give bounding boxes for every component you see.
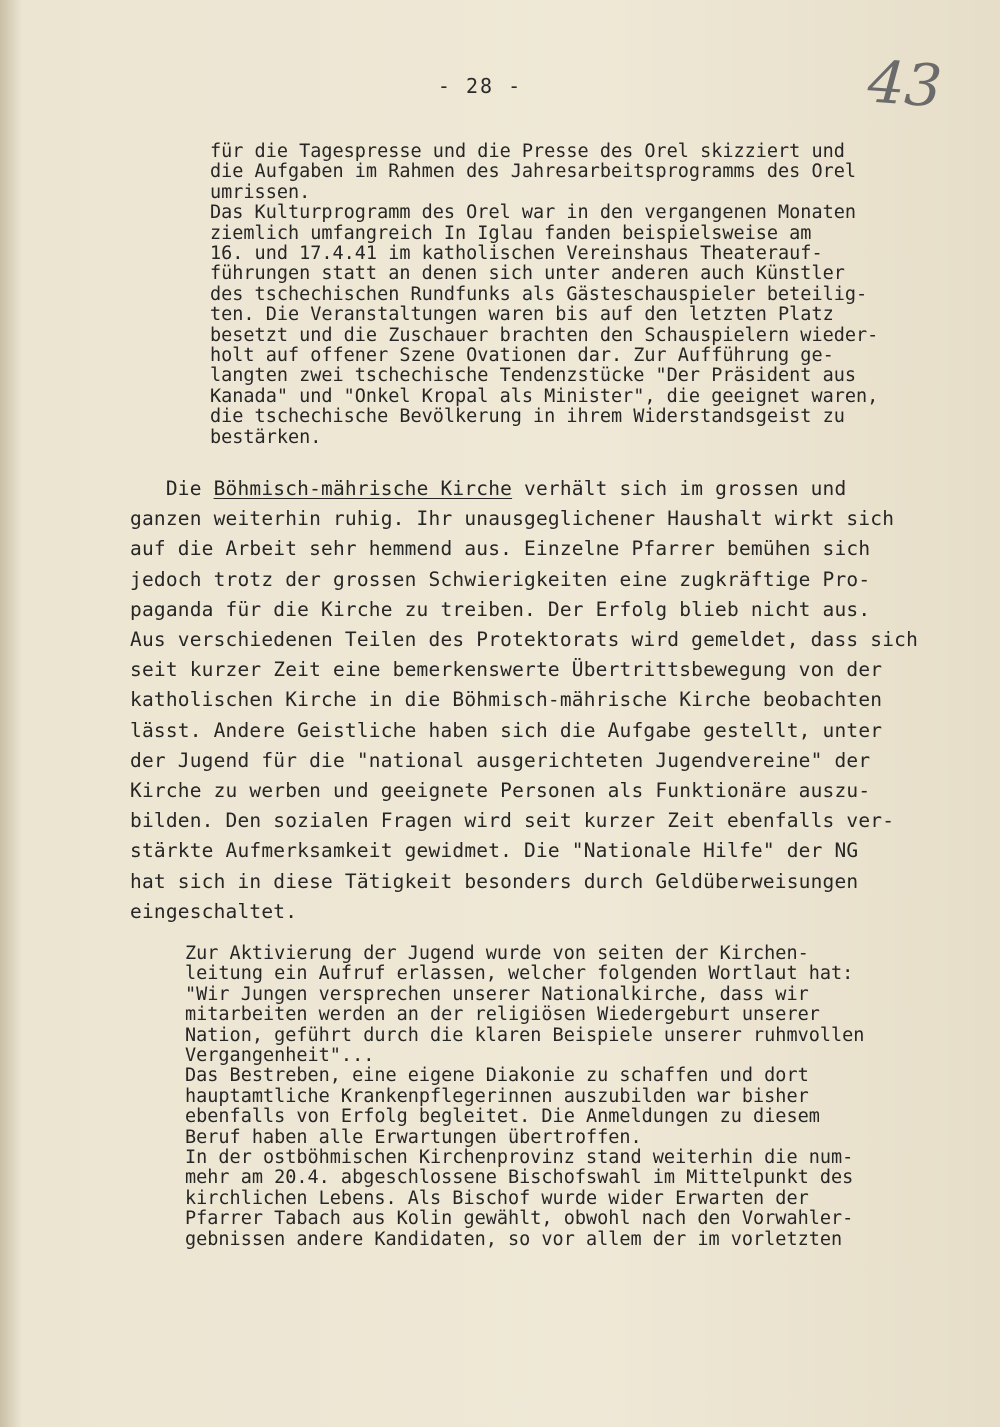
text-line: holt auf offener Szene Ovationen dar. Zur Aufführung ge-	[210, 345, 834, 367]
text-line: katholischen Kirche in die Böhmisch-mährische Kirche beobachten	[130, 688, 883, 712]
text-line: Kirche zu werben und geeignete Personen als Funktionäre auszu-	[130, 779, 871, 803]
text-line: eingeschaltet.	[130, 899, 298, 923]
text-line: Vergangenheit"...	[185, 1045, 375, 1067]
text-line: gebnissen andere Kandidaten, so vor allem der im vorletzten	[185, 1228, 843, 1250]
text-line: die Aufgaben im Rahmen des Jahresarbeitsprogramms des Orel	[210, 161, 857, 183]
text-line: "Wir Jungen versprechen unserer Nationalkirche, dass wir	[185, 983, 809, 1005]
text-line: Pfarrer Tabach aus Kolin gewählt, obwohl nach den Vorwahler-	[185, 1208, 854, 1230]
text-line: 16. und 17.4.41 im katholischen Vereinshaus Theaterauf-	[210, 243, 823, 265]
text-line: leitung ein Aufruf erlassen, welcher folgenden Wortlaut hat:	[185, 963, 854, 985]
text-line: ebenfalls von Erfolg begleitet. Die Anmeldungen zu diesem	[185, 1106, 820, 1128]
text-line: seit kurzer Zeit eine bemerkenswerte Übertrittsbewegung von der	[130, 658, 883, 682]
text-line: Nation, geführt durch die klaren Beispiele unserer ruhmvollen	[185, 1024, 865, 1046]
text-line: die tschechische Bevölkerung in ihrem Widerstandsgeist zu	[210, 406, 845, 428]
paragraph-orel-culture	[210, 142, 878, 448]
text-line-first	[130, 474, 918, 504]
text-line: des tschechischen Rundfunks als Gästeschauspieler beteilig-	[210, 283, 868, 305]
text-line: der Jugend für die "national ausgerichteten Jugendvereine" der	[130, 748, 871, 772]
line-suffix: verhält sich im grossen und	[512, 477, 847, 500]
line-prefix: Die	[130, 477, 214, 500]
handwritten-folio-number: 43	[865, 47, 945, 121]
text-line: hauptamtliche Krankenpflegerinnen auszubilden war bisher	[185, 1085, 809, 1107]
text-line: ziemlich umfangreich In Iglau fanden beispielsweise am	[210, 222, 812, 244]
text-line: für die Tagespresse und die Presse des Orel skizziert und	[210, 141, 845, 162]
text-line: mitarbeiten werden an der religiösen Wiedergeburt unserer	[185, 1004, 820, 1026]
text-line: auf die Arbeit sehr hemmend aus. Einzelne Pfarrer bemühen sich	[130, 537, 871, 561]
text-line: Kanada" und "Onkel Kropal als Minister", die geeignet waren,	[210, 385, 879, 407]
text-line: hat sich in diese Tätigkeit besonders durch Geldüberweisungen	[130, 869, 859, 893]
text-line: kirchlichen Lebens. Als Bischof wurde wider Erwarten der	[185, 1187, 809, 1209]
text-line: Zur Aktivierung der Jugend wurde von seiten der Kirchen-	[185, 943, 809, 964]
text-line: In der ostböhmischen Kirchenprovinz stand weiterhin die num-	[185, 1147, 854, 1169]
text-line: bilden. Den sozialen Fragen wird seit kurzer Zeit ebenfalls ver-	[130, 809, 895, 833]
text-line: umrissen.	[210, 181, 311, 203]
text-line: Aus verschiedenen Teilen des Protektorats wird gemeldet, dass sich	[130, 628, 919, 652]
text-line: Beruf haben alle Erwartungen übertroffen.	[185, 1126, 642, 1148]
text-line: stärkte Aufmerksamkeit gewidmet. Die "Nationale Hilfe" der NG	[130, 839, 859, 863]
text-line: Das Kulturprogramm des Orel war in den vergangenen Monaten	[210, 202, 857, 224]
text-line: paganda für die Kirche zu treiben. Der Erfolg blieb nicht aus.	[130, 597, 871, 621]
text-line: langten zwei tschechische Tendenzstücke "Der Präsident aus	[210, 365, 857, 387]
text-line: lässt. Andere Geistliche haben sich die Aufgabe gestellt, unter	[130, 718, 883, 742]
page-number: - 28 -	[437, 74, 523, 98]
text-line: Das Bestreben, eine eigene Diakonie zu schaffen und dort	[185, 1065, 809, 1087]
text-line: jedoch trotz der grossen Schwierigkeiten eine zugkräftige Pro-	[130, 567, 871, 591]
text-line: mehr am 20.4. abgeschlossene Bischofswahl im Mittelpunkt des	[185, 1167, 854, 1189]
text-line: bestärken.	[210, 426, 322, 448]
text-line: ten. Die Veranstaltungen waren bis auf den letzten Platz	[210, 304, 834, 326]
underlined-church-name: Böhmisch-mährische Kirche	[213, 477, 513, 500]
text-line: führungen statt an denen sich unter anderen auch Künstler	[210, 263, 845, 285]
text-line: besetzt und die Zuschauer brachten den Schauspielern wieder-	[210, 324, 879, 346]
text-line: ganzen weiterhin ruhig. Ihr unausgeglichener Haushalt wirkt sich	[130, 507, 895, 531]
paragraph-bohemian-church	[130, 474, 918, 927]
paragraph-youth-activation	[185, 944, 864, 1250]
